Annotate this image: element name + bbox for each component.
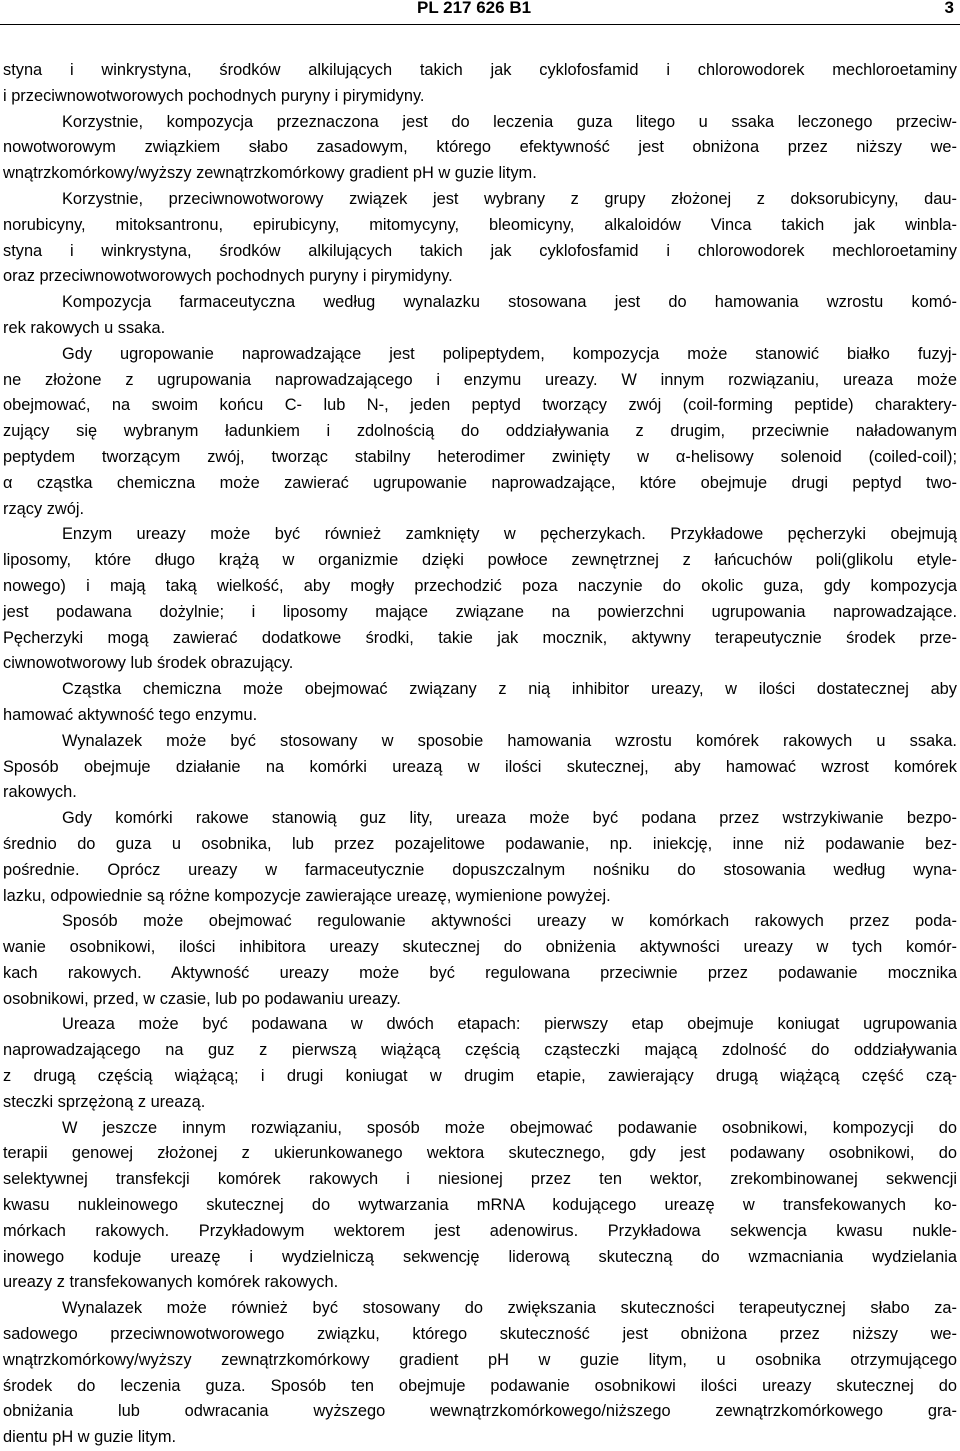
- text-line: ciwnowotworowy lub środek obrazujący.: [3, 654, 294, 673]
- text-line: wnątrzkomórkowy/wyższy zewnątrzkomórkowy gradient pH w guzie litym.: [3, 164, 537, 183]
- text-line: Korzystnie, przeciwnowotworowy związek jest wybrany z grupy złożonej z doksorubicyny, dau-: [62, 189, 957, 208]
- text-line: peptydem tworzącym zwój, tworząc stabilny heterodimer zwinięty w α-helisowy solenoid (coiled-coil);: [3, 447, 957, 466]
- text-line: Gdy komórki rakowe stanowią guz lity, ureaza może być podana przez wstrzykiwanie bezpo-: [62, 809, 957, 828]
- text-line: obniżania lub odwracania wyższego wewnątrzkomórkowego/niższego zewnątrzkomórkowego gra-: [3, 1402, 957, 1421]
- document-body: [3, 58, 957, 1451]
- text-line: wnątrzkomórkowy/wyższy zewnątrzkomórkowy gradient pH w guzie litym, u osobnika otrzymującego: [3, 1350, 957, 1369]
- text-line: Pęcherzyki mogą zawierać dodatkowe środki, takie jak mocznik, aktywny terapeutycznie środek prze-: [3, 628, 957, 647]
- text-line: liposomy, które długo krążą w organizmie dzięki powłoce zewnętrznej z łańcuchów poli(glikolu etyle-: [3, 551, 957, 570]
- text-line: naprowadzającego na guz z pierwszą wiążącą częścią cząsteczki mającą zdolność do oddziaływania: [3, 1041, 957, 1060]
- text-line: kwasu nukleinowego skutecznej do wytwarzania mRNA kodującego ureazę w transfekowanych ko-: [3, 1196, 957, 1215]
- text-line: Cząstka chemiczna może obejmować związany z nią inhibitor ureazy, w ilości dostatecznej aby: [62, 680, 957, 699]
- text-line: nowego) i mają taką wielkość, aby mogły przechodzić poza naczynie do okolic guza, gdy kompozycja: [3, 576, 957, 595]
- text-line: Ureaza może być podawana w dwóch etapach: pierwszy etap obejmuje koniugat ugrupowania: [62, 1015, 957, 1034]
- text-line: selektywnej transfekcji komórek rakowych i niesionej przez ten wektor, zrekombinowanej sekwencji: [3, 1170, 957, 1189]
- text-line: Enzym ureazy może być również zamknięty w pęcherzykach. Przykładowe pęcherzyki obejmują: [62, 525, 957, 544]
- text-line: styna i winkrystyna, środków alkilujących takich jak cyklofosfamid i chlorowodorek mechloroetaminy: [3, 241, 957, 260]
- text-line: Sposób obejmuje działanie na komórki ureazą w ilości skutecznej, aby hamować wzrost komórek: [3, 757, 957, 776]
- text-line: dientu pH w guzie litym.: [3, 1428, 177, 1447]
- text-line: Korzystnie, kompozycja przeznaczona jest do leczenia guza litego u ssaka leczonego przeciw-: [62, 112, 957, 131]
- text-line: pośrednie. Oprócz ureazy w farmaceutycznie dopuszczalnym nośniku do stosowania według wyna-: [3, 860, 957, 879]
- text-line: norubicyny, mitoksantronu, epirubicyny, mitomycyny, bleomicyny, alkaloidów Vinca takich jak winbla-: [3, 215, 957, 234]
- text-line: oraz przeciwnowotworowych pochodnych puryny i pirymidyny.: [3, 267, 453, 286]
- page-header: [0, 0, 960, 25]
- text-line: jest podawana dożylnie; i liposomy mające związane na powierzchni ugrupowania naprowadzające.: [3, 602, 957, 621]
- text-line: styna i winkrystyna, środków alkilujących takich jak cyklofosfamid i chlorowodorek mechloroetaminy: [3, 61, 957, 79]
- text-line: osobnikowi, przed, w czasie, lub po podawaniu ureazy.: [3, 989, 401, 1008]
- text-line: inowego koduje ureazę i wydzielniczą sekwencję liderową skuteczną do wzmacniania wydzielania: [3, 1247, 957, 1266]
- text-line: zujący się wybranym ładunkiem i zdolnością do oddziaływania z drugim, przeciwnie naładowanym: [3, 422, 957, 441]
- document-id: PL 217 626 B1: [417, 0, 532, 17]
- text-line: środek do leczenia guza. Sposób ten obejmuje podawanie osobnikowi ilości ureazy skutecznej do: [3, 1376, 957, 1395]
- text-line: rzący zwój.: [3, 499, 85, 518]
- text-line: nowotworowym związkiem słabo zasadowym, którego efektywność jest obniżona przez niższy we-: [3, 138, 957, 157]
- text-line: Sposób może obejmować regulowanie aktywności ureazy w komórkach rakowych przez poda-: [62, 912, 957, 931]
- text-line: ureazy z transfekowanych komórek rakowych.: [3, 1273, 339, 1292]
- text-line: Kompozycja farmaceutyczna według wynalazku stosowana jest do hamowania wzrostu komó-: [62, 293, 957, 312]
- text-line: z drugą częścią wiążącą; i drugi koniugat w drugim etapie, zawierający drugą wiążącą część czą-: [3, 1067, 957, 1086]
- text-line: sadowego przeciwnowotworowego związku, którego skuteczność jest obniżona przez niższy we-: [3, 1325, 957, 1344]
- text-line: W jeszcze innym rozwiązaniu, sposób może obejmować podawanie osobnikowi, kompozycji do: [62, 1118, 957, 1137]
- text-line: hamować aktywność tego enzymu.: [3, 705, 258, 724]
- text-line: mórkach rakowych. Przykładowym wektorem jest adenowirus. Przykładowa sekwencja kwasu nukle-: [3, 1221, 957, 1240]
- text-line: obejmować, na swoim końcu C- lub N-, jeden peptyd tworzący zwój (coil-forming peptide) charaktery-: [3, 396, 957, 415]
- text-line: rakowych.: [3, 783, 77, 802]
- text-line: i przeciwnowotworowych pochodnych puryny i pirymidyny.: [3, 86, 425, 105]
- text-line: rek rakowych u ssaka.: [3, 318, 166, 337]
- text-line: Wynalazek może również być stosowany do zwiększania skuteczności terapeutycznej słabo za-: [62, 1299, 957, 1318]
- text-line: średnio do guza u osobnika, lub przez pozajelitowe podawanie, np. iniekcję, inne niż podawanie bez-: [3, 834, 957, 853]
- text-line: terapii genowej złożonej z ukierunkowanego wektora skutecznego, gdy jest podawany osobnikowi, do: [3, 1144, 957, 1163]
- text-line: ne złożone z ugrupowania naprowadzającego i enzymu ureazy. W innym rozwiązaniu, ureaza może: [3, 370, 957, 389]
- text-line: wanie osobnikowi, ilości inhibitora ureazy skutecznej do obniżenia aktywności ureazy w tych komór-: [3, 938, 957, 957]
- text-line: Gdy ugropowanie naprowadzające jest polipeptydem, kompozycja może stanowić białko fuzyj-: [62, 344, 957, 363]
- page-number: 3: [944, 0, 954, 17]
- text-line: Wynalazek może być stosowany w sposobie hamowania wzrostu komórek rakowych u ssaka.: [62, 731, 957, 750]
- text-line: α cząstka chemiczna może zawierać ugrupowanie naprowadzające, które obejmuje drugi peptyd two-: [3, 473, 957, 492]
- text-line: lazku, odpowiednie są różne kompozycje zawierające ureazę, wymienione powyżej.: [3, 886, 611, 905]
- text-line: steczki sprzężoną z ureazą.: [3, 1092, 206, 1111]
- text-line: kach rakowych. Aktywność ureazy może być regulowana przeciwnie przez podawanie mocznika: [3, 963, 957, 982]
